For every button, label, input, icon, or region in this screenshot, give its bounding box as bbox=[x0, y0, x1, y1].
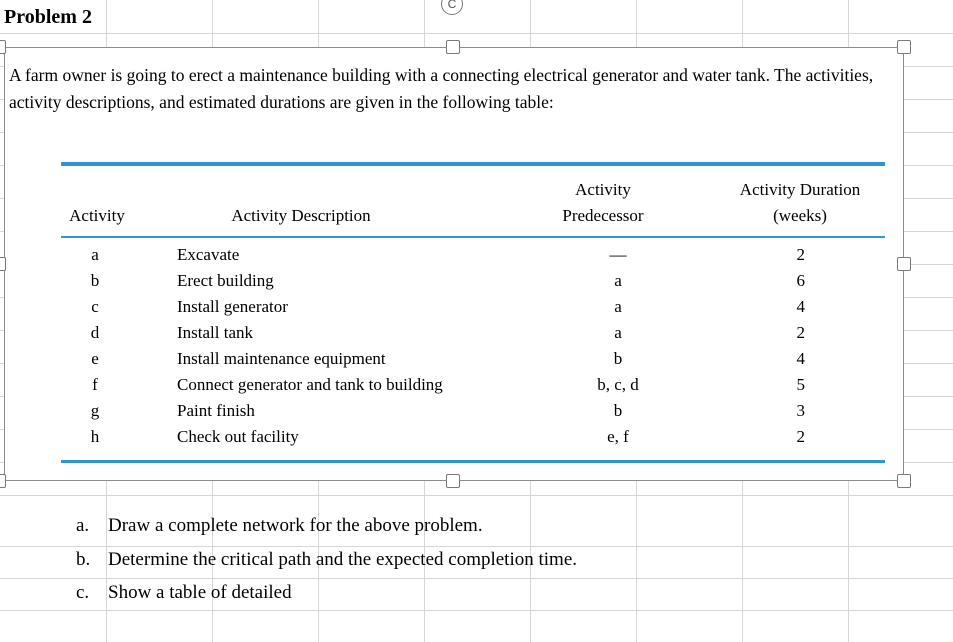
header-description: Activity Description bbox=[231, 206, 371, 225]
question-b bbox=[76, 549, 577, 571]
row-f-activity: f bbox=[92, 375, 98, 394]
row-c-activity: c bbox=[91, 297, 99, 316]
question-a-label: a. bbox=[76, 515, 90, 536]
row-g-activity: g bbox=[90, 401, 100, 420]
row-c-description: Install generator bbox=[177, 297, 288, 316]
table-bottom-rule bbox=[61, 460, 885, 463]
row-a-duration: 2 bbox=[796, 245, 805, 264]
resize-handle-middle-left[interactable] bbox=[0, 257, 6, 271]
header-duration-line2: (weeks) bbox=[773, 206, 827, 225]
row-d-predecessor: a bbox=[614, 323, 622, 342]
row-h-description: Check out facility bbox=[177, 427, 299, 446]
resize-handle-top-left[interactable] bbox=[0, 40, 6, 54]
row-a-predecessor: — bbox=[609, 245, 627, 264]
resize-handle-top-middle[interactable] bbox=[446, 40, 460, 54]
row-g-description: Paint finish bbox=[177, 401, 255, 420]
resize-handle-middle-right[interactable] bbox=[897, 257, 911, 271]
row-f-description: Connect generator and tank to building bbox=[177, 375, 443, 394]
row-e-predecessor: b bbox=[613, 349, 623, 368]
row-c-duration: 4 bbox=[796, 297, 805, 316]
row-h-duration: 2 bbox=[796, 427, 805, 446]
row-e-duration: 4 bbox=[796, 349, 805, 368]
question-c bbox=[76, 582, 292, 604]
question-a bbox=[76, 515, 483, 537]
header-activity: Activity bbox=[69, 206, 125, 225]
question-b-text: Determine the critical path and the expected completion time. bbox=[108, 549, 578, 570]
table-header-rule bbox=[61, 236, 885, 238]
cell-comment-marker[interactable]: C bbox=[441, 0, 463, 15]
question-b-label: b. bbox=[76, 549, 91, 570]
row-h-activity: h bbox=[90, 427, 100, 446]
row-b-activity: b bbox=[90, 271, 100, 290]
row-g-predecessor: b bbox=[613, 401, 623, 420]
header-predecessor-line1: Activity bbox=[575, 180, 631, 199]
row-c-predecessor: a bbox=[614, 297, 622, 316]
row-g-duration: 3 bbox=[796, 401, 805, 420]
row-d-description: Install tank bbox=[177, 323, 254, 342]
row-b-predecessor: a bbox=[614, 271, 622, 290]
question-c-label: c. bbox=[76, 582, 90, 603]
resize-handle-top-right[interactable] bbox=[897, 40, 911, 54]
row-f-predecessor: b, c, d bbox=[597, 375, 639, 394]
resize-handle-bottom-right[interactable] bbox=[897, 474, 911, 488]
row-e-description: Install maintenance equipment bbox=[177, 349, 386, 368]
header-duration-line1: Activity Duration bbox=[739, 180, 861, 199]
row-e-activity: e bbox=[91, 349, 99, 368]
problem-intro-text: A farm owner is going to erect a maintenance building with a connecting electrical generator and water tank. The activities, activity descriptions, and estimated durations are given in the following table: bbox=[9, 65, 874, 112]
resize-handle-bottom-middle[interactable] bbox=[446, 474, 460, 488]
resize-handle-bottom-left[interactable] bbox=[0, 474, 6, 488]
embedded-picture[interactable] bbox=[4, 47, 904, 481]
row-h-predecessor: e, f bbox=[607, 427, 629, 446]
table-top-rule bbox=[61, 162, 885, 166]
row-a-activity: a bbox=[91, 245, 99, 264]
header-predecessor-line2: Predecessor bbox=[562, 206, 644, 225]
row-d-activity: d bbox=[90, 323, 100, 342]
row-f-duration: 5 bbox=[796, 375, 805, 394]
row-b-description: Erect building bbox=[177, 271, 274, 290]
question-a-text: Draw a complete network for the above problem. bbox=[108, 515, 483, 536]
row-a-description: Excavate bbox=[177, 245, 240, 264]
row-b-duration: 6 bbox=[796, 271, 805, 290]
question-c-text: Show a table of detailed bbox=[108, 582, 292, 603]
problem-title: Problem 2 bbox=[4, 6, 92, 28]
row-d-duration: 2 bbox=[796, 323, 805, 342]
